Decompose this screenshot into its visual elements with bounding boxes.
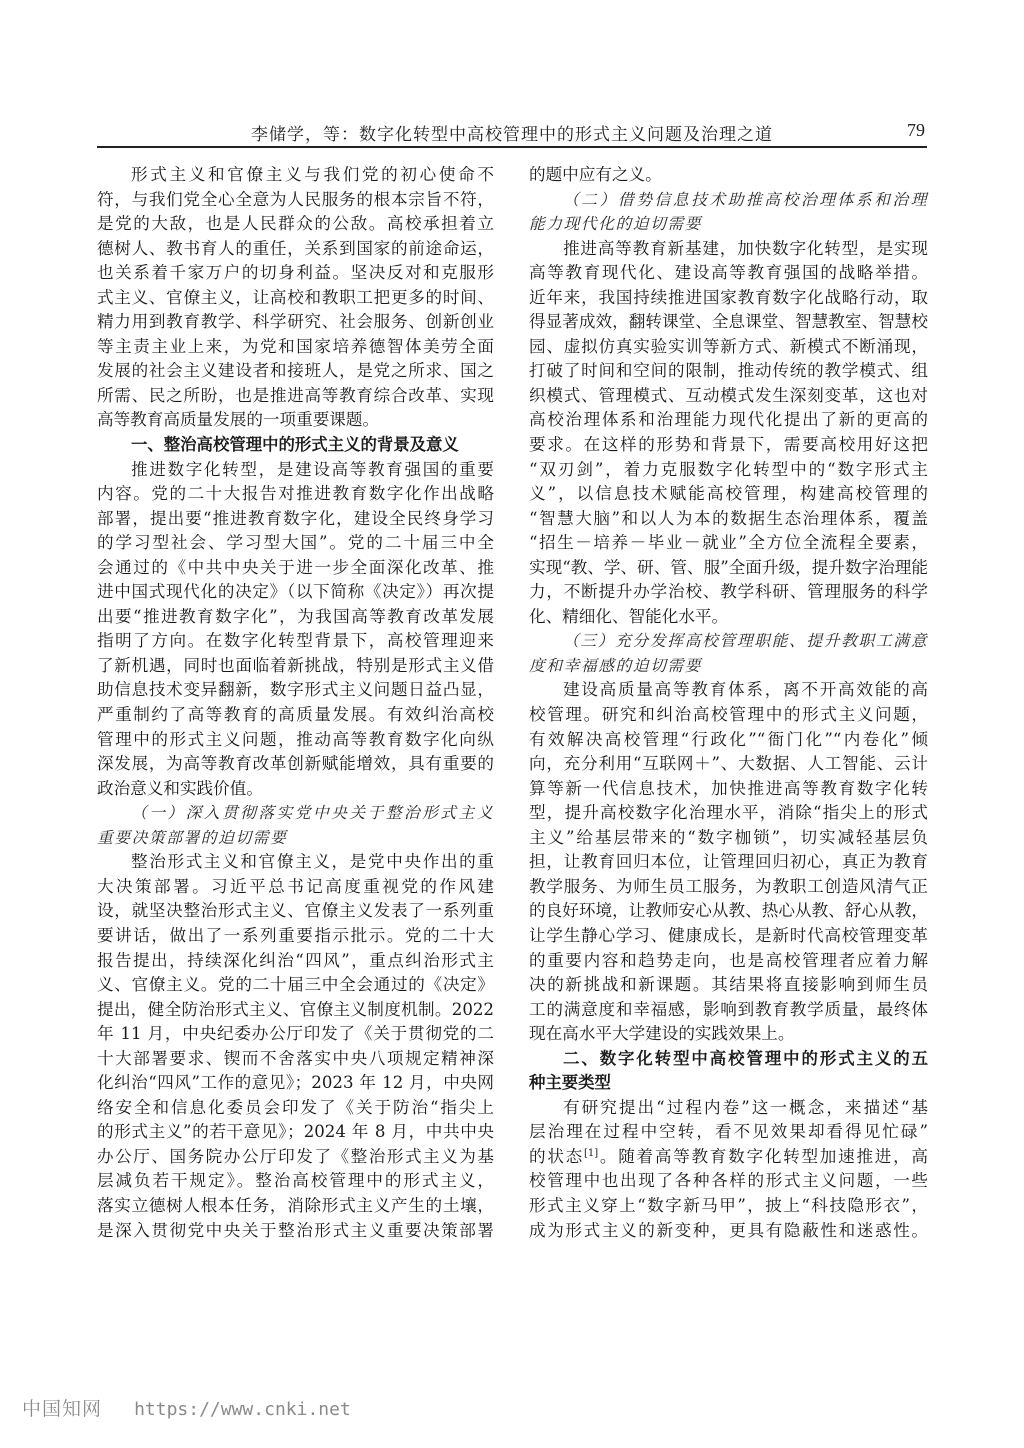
site-name: 中国知网 xyxy=(22,1398,103,1420)
body-text-line: 近年来，我国持续推进国家教育数字化战略行动，取 xyxy=(529,287,928,307)
body-text-line: 要求。在这样的形势和背景下，需要高校用好这把 xyxy=(529,435,928,455)
body-text-line: 是深入贯彻党中央关于整治形式主义重要决策部署 xyxy=(97,1220,494,1240)
body-text-line: 等主责主业上来，为党和国家培养德智体美劳全面 xyxy=(97,336,494,356)
body-text-line: 十大部署要求、锲而不舍落实中央八项规定精神深 xyxy=(97,1048,494,1068)
body-text-line: 成为形式主义的新变种，更具有隐蔽性和迷惑性。 xyxy=(529,1220,928,1240)
subsection-heading: （一）深入贯彻落实党中央关于整治形式主义 xyxy=(131,803,494,823)
body-text-line: 力，不断提升办学治校、教学科研、管理服务的科学 xyxy=(529,582,928,602)
left-column xyxy=(97,163,494,1243)
site-url[interactable]: https://www.cnki.net xyxy=(134,1399,351,1420)
body-text-line: 校管理中也出现了各种各样的形式主义问题，一些 xyxy=(529,1171,928,1191)
text-fragment: 的状态 xyxy=(529,1146,584,1166)
body-text-line: 向，充分利用“互联网＋”、大数据、人工智能、云计 xyxy=(529,754,928,774)
running-header xyxy=(97,116,927,146)
body-text-line: 进中国式现代化的决定》（以下简称《决定》）再次提 xyxy=(97,582,494,602)
body-text-line: 打破了时间和空间的限制，推动传统的教学模式、组 xyxy=(529,361,928,381)
body-text-line: 出要“推进教育数字化”，为我国高等教育改革发展 xyxy=(97,606,494,626)
body-text-line: 络安全和信息化委员会印发了《关于防治“指尖上 xyxy=(97,1097,494,1117)
body-text-line: 形式主义穿上“数字新马甲”，披上“科技隐形衣”， xyxy=(529,1195,928,1215)
right-column xyxy=(529,163,928,1243)
body-text-line: 决的新挑战和新课题。其结果将直接影响到师生员 xyxy=(529,975,928,995)
body-text-line: 推进高等教育新基建，加快数字化转型，是实现 xyxy=(563,238,928,258)
body-text-line: 建设高质量高等教育体系，离不开高效能的高 xyxy=(563,680,928,700)
body-text-line: 有效解决高校管理“行政化”“衙门化”“内卷化”倾 xyxy=(529,729,928,749)
body-text-line: 推进数字化转型，是建设高等教育强国的重要 xyxy=(131,459,494,479)
body-text-line: 工的满意度和幸福感，影响到教育教学质量，最终体 xyxy=(529,999,928,1019)
body-text-line xyxy=(529,1145,928,1170)
text-fragment: 。随着高等教育数字化转型加速推进，高 xyxy=(598,1146,929,1166)
body-text-line: 化纠治“四风”工作的意见》；2023 年 12 月，中央网 xyxy=(97,1073,494,1093)
body-text-line: 落实立德树人根本任务，消除形式主义产生的土壤， xyxy=(97,1195,494,1215)
section-heading: 种主要类型 xyxy=(529,1073,611,1093)
body-text-line: 化、精细化、智能化水平。 xyxy=(529,606,729,626)
subsection-heading: 能力现代化的迫切需要 xyxy=(529,214,702,234)
body-text-line: 实现“教、学、研、管、服”全面升级，提升数字治理能 xyxy=(529,557,928,577)
running-title: 李储学，等：数字化转型中高校管理中的形式主义问题及治理之道 xyxy=(251,125,773,145)
body-text-line: 的题中应有之义。 xyxy=(529,165,662,184)
body-text-line: 报告提出，持续深化纠治“四风”，重点纠治形式主 xyxy=(97,950,494,970)
body-text-line: 形式主义和官僚主义与我们党的初心使命不 xyxy=(131,165,494,184)
body-text-line: 高校治理体系和治理能力现代化提出了新的更高的 xyxy=(529,410,928,430)
body-text-line: 发展的社会主义建设者和接班人，是党之所求、国之 xyxy=(97,361,494,381)
body-text-line: 得显著成效，翻转课堂、全息课堂、智慧教室、智慧校 xyxy=(529,312,928,332)
body-text-line: 年 11 月，中央纪委办公厅印发了《关于贯彻党的二 xyxy=(97,1024,494,1044)
body-text-line: 的形式主义”的若干意见》；2024 年 8 月，中共中央 xyxy=(97,1122,494,1142)
body-text-line: 教学服务、为师生员工服务，为教职工创造风清气正 xyxy=(529,876,928,896)
body-text-line: 型，提升高校数字化治理水平，消除“指尖上的形式 xyxy=(529,803,928,823)
body-text-line: 整治形式主义和官僚主义，是党中央作出的重 xyxy=(131,852,494,872)
body-text-line: 义”，以信息技术赋能高校管理，构建高校管理的 xyxy=(529,484,928,504)
body-text-line: 了新机遇，同时也面临着新挑战，特别是形式主义借 xyxy=(97,655,494,675)
body-text-line: 管理中的形式主义问题，推动高等教育数字化向纵 xyxy=(97,729,494,749)
body-text-line: 织模式、管理模式、互动模式发生深刻变革，这也对 xyxy=(529,385,928,405)
body-text-line: 义、官僚主义。党的二十届三中全会通过的《决定》 xyxy=(97,975,494,995)
body-text-line: 政治意义和实践价值。 xyxy=(97,778,263,798)
body-text-line: 会通过的《中共中央关于进一步全面深化改革、推 xyxy=(97,557,494,577)
body-text-line: “双刃剑”，着力克服数字化转型中的“数字形式主 xyxy=(529,459,928,479)
body-text-line: 设，就坚决整治形式主义、官僚主义发表了一系列重 xyxy=(97,901,494,921)
section-heading: 二、数字化转型中高校管理中的形式主义的五 xyxy=(563,1048,928,1068)
body-text-line: 符，与我们党全心全意为人民服务的根本宗旨不符， xyxy=(97,189,494,209)
body-text-line: 主义”给基层带来的“数字枷锁”，切实减轻基层负 xyxy=(529,827,928,847)
body-text-line: 的良好环境，让教师安心从教、热心从教、舒心从教， xyxy=(529,901,928,921)
header-rule xyxy=(97,146,927,148)
body-text-line: 现在高水平大学建设的实践效果上。 xyxy=(529,1024,795,1044)
body-text-line: “智慧大脑”和以人为本的数据生态治理体系，覆盖 xyxy=(529,508,928,528)
subsection-heading: 度和幸福感的迫切需要 xyxy=(529,655,702,675)
subsection-heading: （三）充分发挥高校管理职能、提升教职工满意 xyxy=(563,631,928,651)
body-text-line: 高等教育现代化、建设高等教育强国的战略举措。 xyxy=(529,263,928,283)
body-text-line: 高等教育高质量发展的一项重要课题。 xyxy=(97,410,380,430)
body-text-line: 要讲话，做出了一系列重要指示批示。党的二十大 xyxy=(97,925,494,945)
body-text-line: 园、虚拟仿真实验实训等新方式、新模式不断涌现， xyxy=(529,336,928,356)
body-text-line: 算等新一代信息技术，加快推进高等教育数字化转 xyxy=(529,778,928,798)
body-text-line: 有研究提出“过程内卷”这一概念，来描述“基 xyxy=(563,1097,928,1117)
body-text-line: 大决策部署。习近平总书记高度重视党的作风建 xyxy=(97,876,494,896)
watermark-footer xyxy=(22,1394,351,1421)
subsection-heading: 重要决策部署的迫切需要 xyxy=(97,827,288,847)
body-text-line: 的学习型社会、学习型大国”。党的二十届三中全 xyxy=(97,533,494,553)
citation-ref[interactable]: [1] xyxy=(583,1147,599,1159)
subsection-heading: （二）借势信息技术助推高校治理体系和治理 xyxy=(563,189,928,209)
body-text-line: 式主义、官僚主义，让高校和教职工把更多的时间、 xyxy=(97,287,494,307)
body-text-line: 办公厅、国务院办公厅印发了《整治形式主义为基 xyxy=(97,1146,494,1166)
body-text-line: 内容。党的二十大报告对推进教育数字化作出战略 xyxy=(97,484,494,504)
body-text-line: 部署，提出要“推进教育数字化，建设全民终身学习 xyxy=(97,508,494,528)
body-text-line: 让学生静心学习、健康成长，是新时代高校管理变革 xyxy=(529,925,928,945)
body-text-line: 层治理在过程中空转，看不见效果却看得见忙碌” xyxy=(529,1122,928,1142)
body-text-line: 提出，健全防治形式主义、官僚主义制度机制。2022 xyxy=(97,999,494,1019)
body-text-line: 校管理。研究和纠治高校管理中的形式主义问题， xyxy=(529,705,928,725)
section-heading: 一、整治高校管理中的形式主义的背景及意义 xyxy=(131,435,459,455)
body-text-line: 的重要内容和趋势走向，也是高校管理者应着力解 xyxy=(529,950,928,970)
body-text-line: 助信息技术变异翻新，数字形式主义问题日益凸显， xyxy=(97,680,494,700)
body-text-line: 所需、民之所盼，也是推进高等教育综合改革、实现 xyxy=(97,385,494,405)
body-text-line: 严重制约了高等教育的高质量发展。有效纠治高校 xyxy=(97,705,494,725)
body-text-line: 也关系着千家万户的切身利益。坚决反对和克服形 xyxy=(97,263,494,283)
body-text-line: 指明了方向。在数字化转型背景下，高校管理迎来 xyxy=(97,631,494,651)
body-text-line: 德树人、教书育人的重任，关系到国家的前途命运， xyxy=(97,238,494,258)
body-text-line: 深发展，为高等教育改革创新赋能增效，具有重要的 xyxy=(97,754,494,774)
page-number: 79 xyxy=(907,120,925,140)
body-text-line: 担，让教育回归本位，让管理回归初心，真正为教育 xyxy=(529,852,928,872)
body-text-line: 层减负若干规定》。整治高校管理中的形式主义， xyxy=(97,1171,494,1191)
body-text-line: 精力用到教育教学、科学研究、社会服务、创新创业 xyxy=(97,312,494,332)
body-text-line: “招生－培养－毕业－就业”全方位全流程全要素， xyxy=(529,533,928,553)
body-text-line: 是党的大敌，也是人民群众的公敌。高校承担着立 xyxy=(97,214,494,234)
